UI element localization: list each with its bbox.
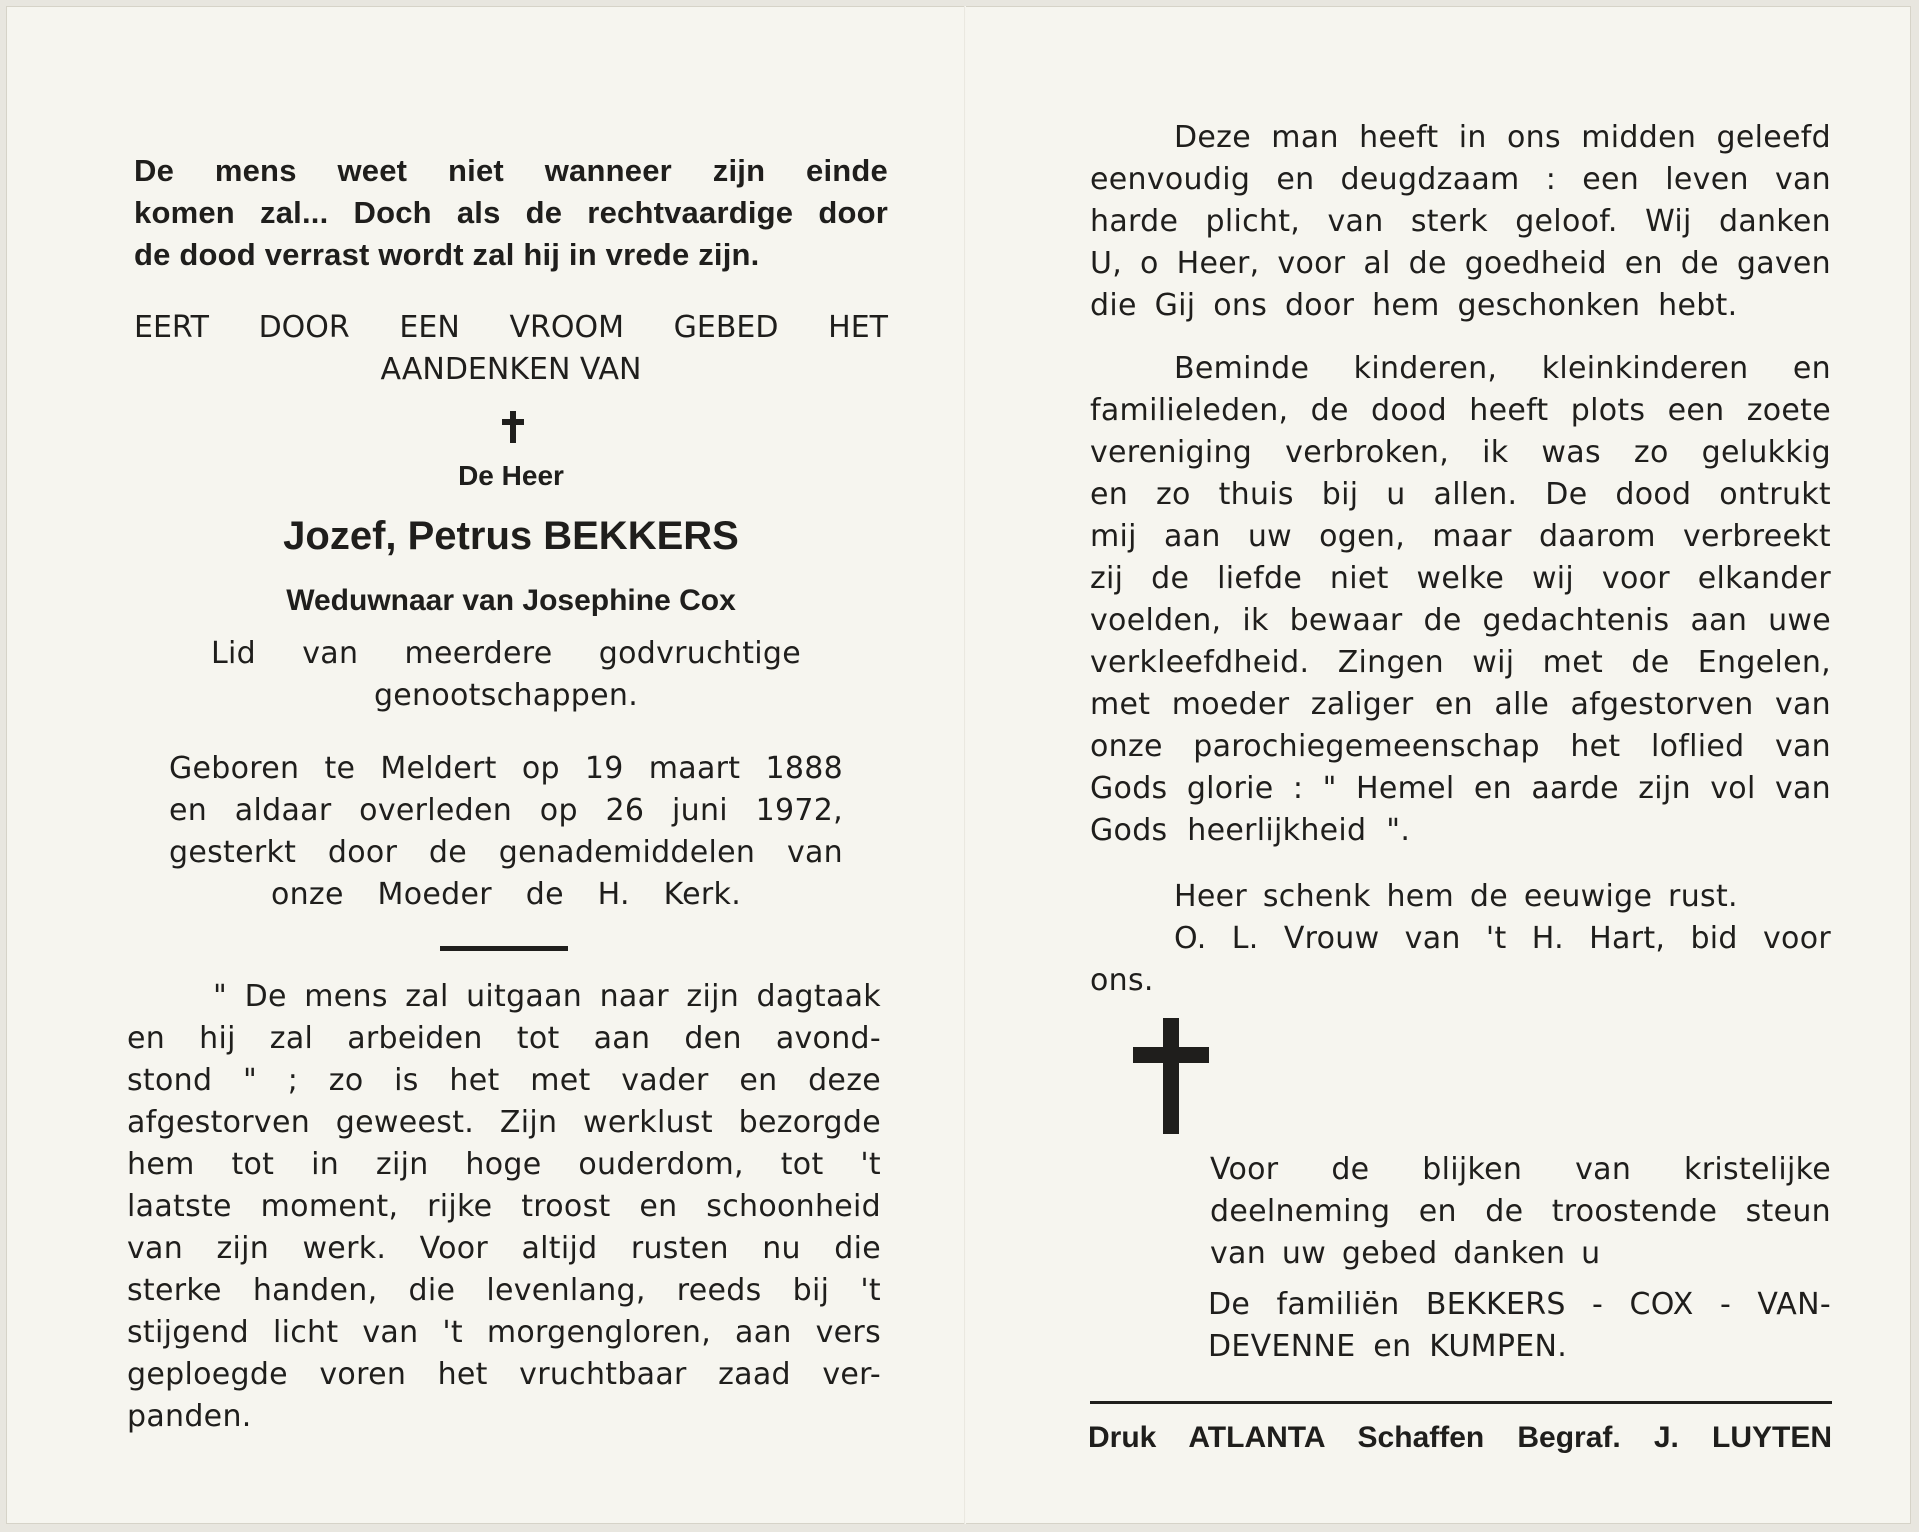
prayer-line: Heer schenk hem de eeuwige rust. bbox=[1174, 879, 1738, 914]
deceased-title: De Heer bbox=[458, 460, 564, 491]
memorial-card bbox=[6, 6, 1911, 1524]
families-line: DEVENNE en KUMPEN. bbox=[1208, 1329, 1568, 1364]
tribute-line: harde plicht, van sterk geloof. Wij danken bbox=[1090, 204, 1831, 239]
farewell-line: onze parochiegemeenschap het loflied van bbox=[1090, 729, 1831, 764]
prayer-line: ons. bbox=[1090, 963, 1154, 998]
birth-line: en aldaar overleden op 26 juni 1972, bbox=[169, 793, 843, 828]
membership-line: genootschappen. bbox=[373, 678, 639, 713]
thanks-line: van uw gebed danken u bbox=[1210, 1236, 1601, 1271]
farewell-line: met moeder zaliger en alle afgestorven van bbox=[1090, 687, 1831, 722]
quote-line: en hij zal arbeiden tot aan den avond- bbox=[127, 1021, 881, 1056]
separator-rule bbox=[440, 946, 568, 951]
tribute-line: die Gij ons door hem geschonken hebt. bbox=[1090, 288, 1738, 323]
quote-line: panden. bbox=[127, 1399, 252, 1434]
motto-line: De mens weet niet wanneer zijn einde bbox=[134, 153, 888, 188]
farewell-line: Beminde kinderen, kleinkinderen en bbox=[1174, 351, 1831, 386]
motto-block bbox=[134, 153, 888, 279]
quote-line: hem tot in zijn hoge ouderdom, tot 't bbox=[127, 1147, 881, 1182]
farewell-line: en zo thuis bij u allen. De dood ontrukt bbox=[1090, 477, 1831, 512]
large-cross-icon bbox=[1133, 1018, 1209, 1134]
birth-line: onze Moeder de H. Kerk. bbox=[270, 877, 742, 912]
right-panel bbox=[966, 6, 1911, 1524]
thanks-block bbox=[1210, 1152, 1831, 1278]
widower-line: Weduwnaar van Josephine Cox bbox=[286, 584, 736, 617]
motto-line: komen zal... Doch als de rechtvaardige door bbox=[134, 195, 888, 230]
farewell-line: Gods heerlijkheid ". bbox=[1090, 813, 1411, 848]
farewell-line: zij de liefde niet welke wij voor elkander bbox=[1090, 561, 1831, 596]
tribute-paragraph bbox=[1090, 120, 1831, 330]
quote-line: stijgend licht van 't morgengloren, aan vers bbox=[127, 1315, 881, 1350]
thanks-line: Voor de blijken van kristelijke bbox=[1210, 1152, 1831, 1187]
tribute-line: Deze man heeft in ons midden geleefd bbox=[1174, 120, 1831, 155]
farewell-line: mij aan uw ogen, maar daarom verbreekt bbox=[1090, 519, 1831, 554]
farewell-line: vereniging verbroken, ik was zo gelukkig bbox=[1090, 435, 1831, 470]
motto-line: de dood verrast wordt zal hij in vrede zijn. bbox=[134, 237, 760, 272]
quote-line: van zijn werk. Voor altijd rusten nu die bbox=[127, 1231, 881, 1266]
quote-line: sterke handen, die levenlang, reeds bij 't bbox=[127, 1273, 881, 1308]
remembrance-block bbox=[134, 310, 888, 394]
quote-line: afgestorven geweest. Zijn werklust bezorgde bbox=[127, 1105, 881, 1140]
quote-block bbox=[127, 979, 881, 1441]
farewell-line: verkleefdheid. Zingen wij met de Engelen, bbox=[1090, 645, 1831, 680]
families-line: De familiën BEKKERS - COX - VAN- bbox=[1208, 1287, 1831, 1322]
tribute-line: U, o Heer, voor al de goedheid en de gaven bbox=[1090, 246, 1831, 281]
footer-rule bbox=[1090, 1401, 1832, 1404]
prayer-line: O. L. Vrouw van 't H. Hart, bid voor bbox=[1174, 921, 1831, 956]
quote-line: " De mens zal uitgaan naar zijn dagtaak bbox=[213, 979, 881, 1014]
farewell-line: voelden, ik bewaar de gedachtenis aan uwe bbox=[1090, 603, 1831, 638]
farewell-line: familieleden, de dood heeft plots een zoete bbox=[1090, 393, 1831, 428]
tribute-line: eenvoudig en deugdzaam : een leven van bbox=[1090, 162, 1831, 197]
deceased-name: Jozef, Petrus BEKKERS bbox=[283, 514, 739, 558]
quote-line: geploegde voren het vruchtbaar zaad ver- bbox=[127, 1357, 881, 1392]
prayer-block bbox=[1090, 879, 1831, 1005]
membership-line: Lid van meerdere godvruchtige bbox=[211, 636, 801, 671]
quote-line: laatste moment, rijke troost en schoonheid bbox=[127, 1189, 881, 1224]
membership-block bbox=[211, 636, 801, 720]
printer-credit: Druk ATLANTA Schaffen Begraf. J. LUYTEN bbox=[1088, 1421, 1832, 1454]
farewell-paragraph bbox=[1090, 351, 1831, 855]
farewell-line: Gods glorie : " Hemel en aarde zijn vol van bbox=[1090, 771, 1831, 806]
remembrance-line: AANDENKEN VAN bbox=[380, 352, 642, 387]
birth-death-block bbox=[169, 751, 843, 919]
thanks-line: deelneming en de troostende steun bbox=[1210, 1194, 1831, 1229]
birth-line: gesterkt door de genademiddelen van bbox=[169, 835, 843, 870]
remembrance-line: EERT DOOR EEN VROOM GEBED HET bbox=[134, 310, 888, 345]
small-cross-icon bbox=[502, 411, 524, 443]
birth-line: Geboren te Meldert op 19 maart 1888 bbox=[169, 751, 843, 786]
printer-block bbox=[1088, 1421, 1832, 1463]
families-block bbox=[1208, 1287, 1831, 1371]
left-panel bbox=[6, 6, 964, 1524]
quote-line: stond " ; zo is het met vader en deze bbox=[127, 1063, 881, 1098]
